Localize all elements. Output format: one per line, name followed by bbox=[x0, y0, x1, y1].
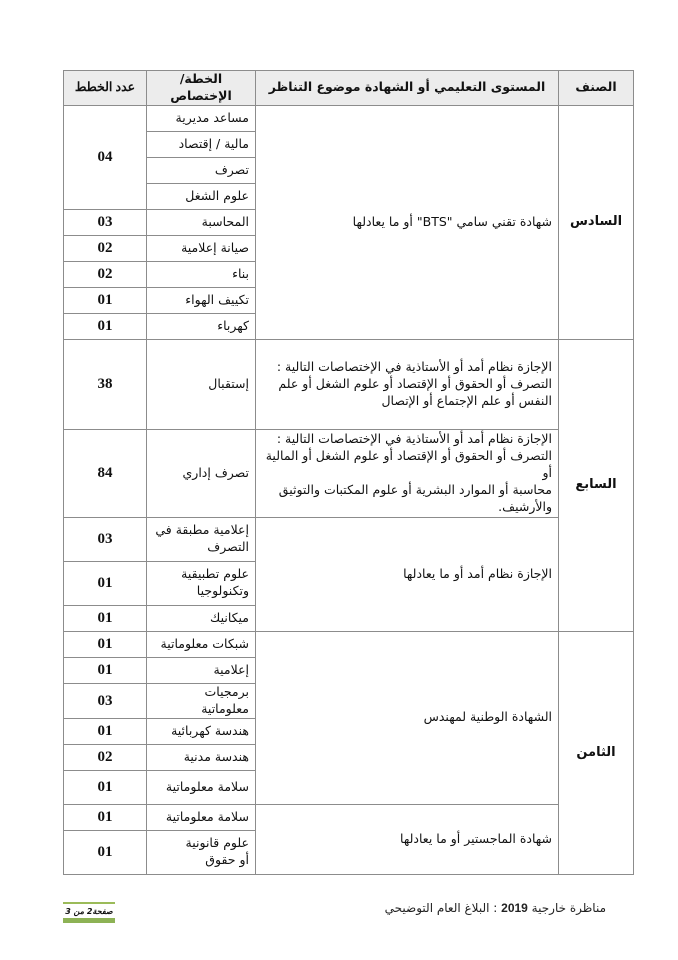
level-line: التصرف أو الحقوق أو الإقتصاد أو علوم الشغل أو المالية أو bbox=[265, 447, 552, 480]
header-specialty: الخطة/الإختصاص bbox=[147, 71, 256, 106]
page-indicator bbox=[63, 902, 115, 923]
specialty-cell bbox=[147, 830, 256, 874]
page-number: صفحة2 من 3 bbox=[65, 907, 113, 916]
count-cell: 01 bbox=[64, 605, 147, 631]
level-line: النفس أو علم الإجتماع أو الإتصال bbox=[381, 392, 552, 408]
level-cell: شهادة الماجستير أو ما يعادلها bbox=[256, 804, 559, 874]
level-line: الإجازة نظام أمد أو الأستاذية في الإختصاصات التالية : bbox=[276, 358, 552, 374]
level-cell: شهادة تقني سامي "BTS" أو ما يعادلها bbox=[256, 105, 559, 339]
count-cell: 01 bbox=[64, 313, 147, 339]
table-row bbox=[64, 429, 634, 517]
level-cell bbox=[256, 429, 559, 517]
specialty-cell: برمجيات معلوماتية bbox=[147, 683, 256, 718]
grade-cell: الثامن bbox=[559, 631, 634, 874]
count-cell: 38 bbox=[64, 339, 147, 429]
specialty-line: أو حقوق bbox=[205, 852, 249, 867]
footer-document-title bbox=[385, 901, 606, 915]
specialty-cell: علوم الشغل bbox=[147, 183, 256, 209]
count-cell: 84 bbox=[64, 429, 147, 517]
specialty-cell: كهرباء bbox=[147, 313, 256, 339]
specialty-cell: تصرف إداري bbox=[147, 429, 256, 517]
page-indicator-bar bbox=[63, 918, 115, 923]
count-cell: 01 bbox=[64, 718, 147, 744]
specialty-cell bbox=[147, 517, 256, 561]
count-cell: 03 bbox=[64, 683, 147, 718]
footer-title-suffix: : البلاغ العام التوضيحي bbox=[384, 901, 498, 915]
count-cell: 01 bbox=[64, 561, 147, 605]
specialty-cell: سلامة معلوماتية bbox=[147, 804, 256, 830]
table-row bbox=[64, 105, 634, 131]
specialty-cell: تكييف الهواء bbox=[147, 287, 256, 313]
grade-cell: السادس bbox=[559, 105, 634, 339]
level-line: التصرف أو الحقوق أو الإقتصاد أو علوم الشغل أو علم bbox=[278, 375, 552, 391]
count-cell: 01 bbox=[64, 657, 147, 683]
specialty-line: علوم تطبيقية bbox=[181, 566, 249, 582]
specialty-cell: مالية / إقتصاد bbox=[147, 131, 256, 157]
count-cell: 01 bbox=[64, 770, 147, 804]
level-cell bbox=[256, 339, 559, 429]
footer-year: 2019 bbox=[501, 901, 528, 915]
recruitment-plan-table bbox=[63, 70, 634, 875]
table-row bbox=[64, 631, 634, 657]
table-row bbox=[64, 804, 634, 830]
table-row bbox=[64, 339, 634, 429]
specialty-cell: شبكات معلوماتية bbox=[147, 631, 256, 657]
specialty-cell: مساعد مديرية bbox=[147, 105, 256, 131]
specialty-line: إعلامية مطبقة في bbox=[155, 522, 249, 538]
specialty-line: وتكنولوجيا bbox=[196, 583, 249, 599]
specialty-cell: سلامة معلوماتية bbox=[147, 770, 256, 804]
specialty-line: التصرف bbox=[207, 539, 249, 555]
count-cell: 01 bbox=[64, 804, 147, 830]
specialty-cell: صيانة إعلامية bbox=[147, 235, 256, 261]
count-cell: 01 bbox=[64, 631, 147, 657]
level-line: محاسبة أو الموارد البشرية أو علوم المكتبات والتوثيق bbox=[278, 481, 552, 497]
header-count: عدد الخطط bbox=[64, 71, 147, 106]
specialty-line: علوم قانونية bbox=[185, 835, 249, 851]
header-grade: الصنف bbox=[559, 71, 634, 106]
count-cell: 03 bbox=[64, 209, 147, 235]
count-cell: 02 bbox=[64, 235, 147, 261]
specialty-cell bbox=[147, 561, 256, 605]
count-cell: 02 bbox=[64, 261, 147, 287]
count-cell: 04 bbox=[64, 105, 147, 209]
level-cell: الإجازة نظام أمد أو ما يعادلها bbox=[256, 517, 559, 631]
table-header-row bbox=[64, 71, 634, 106]
specialty-cell: إستقبال bbox=[147, 339, 256, 429]
footer-title-prefix: مناظرة خارجية bbox=[531, 901, 606, 915]
specialty-cell: هندسة مدنية bbox=[147, 744, 256, 770]
specialty-cell: المحاسبة bbox=[147, 209, 256, 235]
level-cell: الشهادة الوطنية لمهندس bbox=[256, 631, 559, 804]
level-line: الإجازة نظام أمد أو الأستاذية في الإختصاصات التالية : bbox=[276, 431, 552, 447]
specialty-cell: بناء bbox=[147, 261, 256, 287]
level-line: والأرشيف. bbox=[498, 498, 552, 514]
count-cell: 01 bbox=[64, 830, 147, 874]
count-cell: 02 bbox=[64, 744, 147, 770]
grade-cell: السابع bbox=[559, 339, 634, 631]
specialty-cell: هندسة كهربائية bbox=[147, 718, 256, 744]
table-row bbox=[64, 517, 634, 561]
count-cell: 01 bbox=[64, 287, 147, 313]
specialty-cell: ميكانيك bbox=[147, 605, 256, 631]
count-cell: 03 bbox=[64, 517, 147, 561]
specialty-cell: تصرف bbox=[147, 157, 256, 183]
header-level: المستوى التعليمي أو الشهادة موضوع التناظر bbox=[256, 71, 559, 106]
specialty-cell: إعلامية bbox=[147, 657, 256, 683]
